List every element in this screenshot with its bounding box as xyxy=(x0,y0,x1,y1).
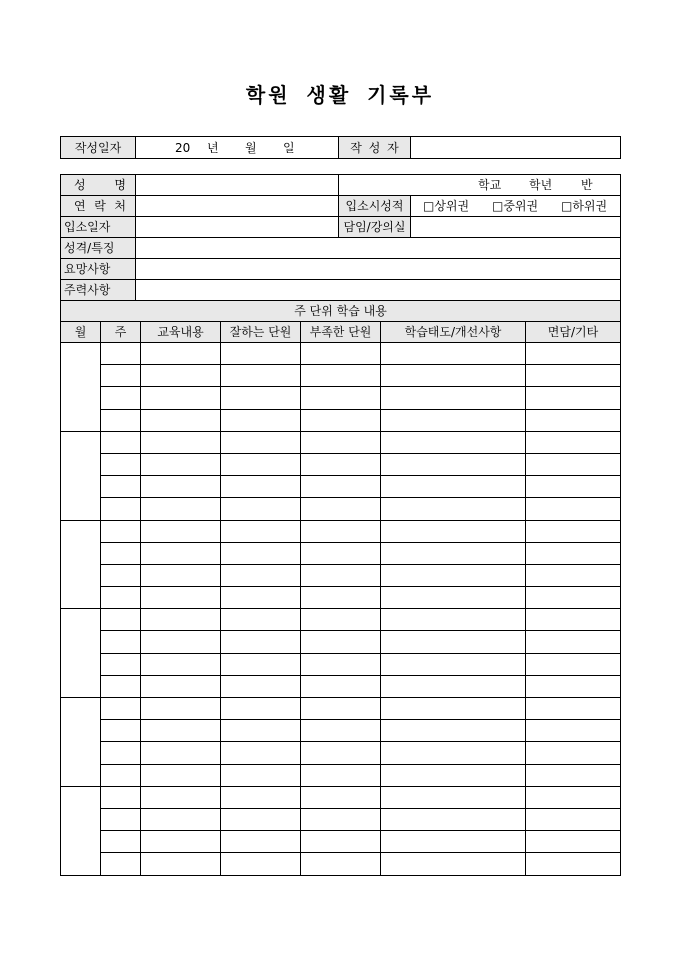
consultation-cell xyxy=(526,764,621,786)
weekly-section-title: 주 단위 학습 내용 xyxy=(61,301,621,322)
table-row xyxy=(61,609,621,631)
strong-unit-cell xyxy=(221,742,301,764)
week-cell xyxy=(101,365,141,387)
weak-unit-cell xyxy=(301,698,381,720)
entry-score-option-middle: □중위권 xyxy=(492,198,539,213)
week-cell xyxy=(101,786,141,808)
attitude-cell xyxy=(381,808,526,830)
week-cell xyxy=(101,675,141,697)
consultation-cell xyxy=(526,387,621,409)
weak-unit-cell xyxy=(301,853,381,875)
weekly-column-header-row xyxy=(61,322,621,343)
entry-date-label: 입소일자 xyxy=(61,217,136,238)
education-content-cell xyxy=(141,720,221,742)
education-content-cell xyxy=(141,498,221,520)
attitude-cell xyxy=(381,387,526,409)
table-row xyxy=(61,853,621,875)
week-cell xyxy=(101,431,141,453)
attitude-cell xyxy=(381,764,526,786)
attitude-cell xyxy=(381,609,526,631)
date-year-prefix: 20 xyxy=(175,140,191,155)
attitude-cell xyxy=(381,520,526,542)
strong-unit-cell xyxy=(221,631,301,653)
consultation-cell xyxy=(526,365,621,387)
date-day-unit: 일 xyxy=(283,140,295,155)
name-row xyxy=(61,175,621,196)
strong-unit-cell xyxy=(221,542,301,564)
author-field xyxy=(411,137,621,159)
strong-unit-cell xyxy=(221,587,301,609)
contact-field xyxy=(136,196,339,217)
homeroom-field xyxy=(411,217,621,238)
weekly-table-body xyxy=(61,343,621,876)
week-cell xyxy=(101,742,141,764)
entry-score-option-bottom: □하위권 xyxy=(561,198,608,213)
consultation-cell xyxy=(526,609,621,631)
strong-unit-cell xyxy=(221,808,301,830)
attitude-cell xyxy=(381,786,526,808)
week-cell xyxy=(101,808,141,830)
weak-unit-cell xyxy=(301,831,381,853)
week-cell xyxy=(101,387,141,409)
month-cell xyxy=(61,520,101,609)
strong-unit-cell xyxy=(221,498,301,520)
requests-row xyxy=(61,259,621,280)
name-field xyxy=(136,175,339,196)
weak-unit-cell xyxy=(301,653,381,675)
focus-row xyxy=(61,280,621,301)
table-row xyxy=(61,786,621,808)
table-row xyxy=(61,431,621,453)
week-cell xyxy=(101,764,141,786)
consultation-cell xyxy=(526,409,621,431)
attitude-cell xyxy=(381,409,526,431)
focus-field xyxy=(136,280,621,301)
education-content-cell xyxy=(141,542,221,564)
strong-unit-cell xyxy=(221,609,301,631)
weak-unit-cell xyxy=(301,609,381,631)
weak-unit-cell xyxy=(301,431,381,453)
attitude-cell xyxy=(381,431,526,453)
week-cell xyxy=(101,698,141,720)
week-cell xyxy=(101,476,141,498)
column-header-strong-unit: 잘하는 단원 xyxy=(221,322,301,343)
weak-unit-cell xyxy=(301,409,381,431)
weak-unit-cell xyxy=(301,542,381,564)
column-header-month: 월 xyxy=(61,322,101,343)
attitude-cell xyxy=(381,675,526,697)
week-cell xyxy=(101,498,141,520)
focus-label: 주력사항 xyxy=(61,280,136,301)
consultation-cell xyxy=(526,520,621,542)
consultation-cell xyxy=(526,720,621,742)
consultation-cell xyxy=(526,453,621,475)
education-content-cell xyxy=(141,476,221,498)
attitude-cell xyxy=(381,698,526,720)
contact-row xyxy=(61,196,621,217)
education-content-cell xyxy=(141,764,221,786)
education-content-cell xyxy=(141,742,221,764)
school-grade-class-field xyxy=(339,175,621,196)
weak-unit-cell xyxy=(301,387,381,409)
strong-unit-cell xyxy=(221,409,301,431)
strong-unit-cell xyxy=(221,520,301,542)
education-content-cell xyxy=(141,853,221,875)
attitude-cell xyxy=(381,365,526,387)
strong-unit-cell xyxy=(221,564,301,586)
table-row xyxy=(61,343,621,365)
weak-unit-cell xyxy=(301,631,381,653)
table-row xyxy=(61,587,621,609)
school-label: 학교 xyxy=(478,177,502,192)
attitude-cell xyxy=(381,720,526,742)
student-info-section xyxy=(61,175,621,301)
table-row xyxy=(61,542,621,564)
weak-unit-cell xyxy=(301,675,381,697)
column-header-education-content: 교육내용 xyxy=(141,322,221,343)
weak-unit-cell xyxy=(301,453,381,475)
table-row xyxy=(61,520,621,542)
entry-score-label: 입소시성적 xyxy=(339,196,411,217)
personality-label: 성격/특징 xyxy=(61,238,136,259)
consultation-cell xyxy=(526,476,621,498)
table-row xyxy=(61,498,621,520)
table-row xyxy=(61,675,621,697)
attitude-cell xyxy=(381,542,526,564)
strong-unit-cell xyxy=(221,786,301,808)
education-content-cell xyxy=(141,365,221,387)
education-content-cell xyxy=(141,564,221,586)
table-row xyxy=(61,720,621,742)
consultation-cell xyxy=(526,808,621,830)
strong-unit-cell xyxy=(221,831,301,853)
strong-unit-cell xyxy=(221,476,301,498)
education-content-cell xyxy=(141,786,221,808)
written-date-label: 작성일자 xyxy=(61,137,136,159)
table-row xyxy=(61,387,621,409)
week-cell xyxy=(101,853,141,875)
column-header-attitude: 학습태도/개선사항 xyxy=(381,322,526,343)
consultation-cell xyxy=(526,653,621,675)
homeroom-label: 담임/강의실 xyxy=(339,217,411,238)
date-month-unit: 월 xyxy=(245,140,257,155)
table-row xyxy=(61,453,621,475)
table-row xyxy=(61,409,621,431)
education-content-cell xyxy=(141,343,221,365)
strong-unit-cell xyxy=(221,764,301,786)
consultation-cell xyxy=(526,343,621,365)
week-cell xyxy=(101,609,141,631)
consultation-cell xyxy=(526,831,621,853)
weak-unit-cell xyxy=(301,498,381,520)
strong-unit-cell xyxy=(221,431,301,453)
contact-label-cell xyxy=(61,196,136,217)
name-label-cell xyxy=(61,175,136,196)
attitude-cell xyxy=(381,453,526,475)
author-label: 작 성 자 xyxy=(339,137,411,159)
weak-unit-cell xyxy=(301,365,381,387)
month-cell xyxy=(61,786,101,875)
week-cell xyxy=(101,564,141,586)
education-content-cell xyxy=(141,831,221,853)
attitude-cell xyxy=(381,587,526,609)
weak-unit-cell xyxy=(301,764,381,786)
education-content-cell xyxy=(141,631,221,653)
weekly-header-section xyxy=(61,301,621,343)
attitude-cell xyxy=(381,831,526,853)
consultation-cell xyxy=(526,742,621,764)
consultation-cell xyxy=(526,498,621,520)
week-cell xyxy=(101,831,141,853)
class-label: 반 xyxy=(581,177,593,192)
personality-field xyxy=(136,238,621,259)
requests-field xyxy=(136,259,621,280)
month-cell xyxy=(61,431,101,520)
personality-row xyxy=(61,238,621,259)
strong-unit-cell xyxy=(221,343,301,365)
table-row xyxy=(61,564,621,586)
attitude-cell xyxy=(381,498,526,520)
education-content-cell xyxy=(141,653,221,675)
week-cell xyxy=(101,409,141,431)
weak-unit-cell xyxy=(301,587,381,609)
strong-unit-cell xyxy=(221,387,301,409)
strong-unit-cell xyxy=(221,365,301,387)
attitude-cell xyxy=(381,742,526,764)
weak-unit-cell xyxy=(301,476,381,498)
column-header-week: 주 xyxy=(101,322,141,343)
weak-unit-cell xyxy=(301,742,381,764)
table-row xyxy=(61,476,621,498)
week-cell xyxy=(101,653,141,675)
weekly-title-row xyxy=(61,301,621,322)
education-content-cell xyxy=(141,387,221,409)
document-title: 학원 생활 기록부 xyxy=(245,83,435,107)
consultation-cell xyxy=(526,564,621,586)
attitude-cell xyxy=(381,476,526,498)
strong-unit-cell xyxy=(221,698,301,720)
meta-row xyxy=(61,137,621,159)
strong-unit-cell xyxy=(221,675,301,697)
education-content-cell xyxy=(141,698,221,720)
education-content-cell xyxy=(141,609,221,631)
consultation-cell xyxy=(526,675,621,697)
strong-unit-cell xyxy=(221,653,301,675)
consultation-cell xyxy=(526,431,621,453)
education-content-cell xyxy=(141,587,221,609)
education-content-cell xyxy=(141,453,221,475)
weak-unit-cell xyxy=(301,720,381,742)
week-cell xyxy=(101,542,141,564)
table-row xyxy=(61,631,621,653)
education-content-cell xyxy=(141,808,221,830)
weak-unit-cell xyxy=(301,520,381,542)
week-cell xyxy=(101,720,141,742)
consultation-cell xyxy=(526,587,621,609)
table-row xyxy=(61,742,621,764)
week-cell xyxy=(101,520,141,542)
strong-unit-cell xyxy=(221,853,301,875)
education-content-cell xyxy=(141,409,221,431)
attitude-cell xyxy=(381,564,526,586)
month-cell xyxy=(61,698,101,787)
attitude-cell xyxy=(381,343,526,365)
weak-unit-cell xyxy=(301,786,381,808)
consultation-cell xyxy=(526,631,621,653)
week-cell xyxy=(101,587,141,609)
strong-unit-cell xyxy=(221,720,301,742)
attitude-cell xyxy=(381,631,526,653)
requests-label: 요망사항 xyxy=(61,259,136,280)
month-cell xyxy=(61,609,101,698)
consultation-cell xyxy=(526,786,621,808)
table-row xyxy=(61,831,621,853)
education-content-cell xyxy=(141,520,221,542)
strong-unit-cell xyxy=(221,453,301,475)
table-row xyxy=(61,764,621,786)
column-header-weak-unit: 부족한 단원 xyxy=(301,322,381,343)
weak-unit-cell xyxy=(301,564,381,586)
contact-label: 연 락 처 xyxy=(74,199,126,213)
grade-label: 학년 xyxy=(529,177,553,192)
column-header-consultation: 면담/기타 xyxy=(526,322,621,343)
table-row xyxy=(61,365,621,387)
student-record-table xyxy=(60,174,621,876)
attitude-cell xyxy=(381,853,526,875)
education-content-cell xyxy=(141,431,221,453)
education-content-cell xyxy=(141,675,221,697)
entry-date-field xyxy=(136,217,339,238)
consultation-cell xyxy=(526,542,621,564)
entry-score-options xyxy=(411,196,621,217)
table-row xyxy=(61,698,621,720)
table-row xyxy=(61,653,621,675)
name-label: 성 명 xyxy=(74,178,126,192)
weak-unit-cell xyxy=(301,808,381,830)
record-meta-table xyxy=(60,136,621,159)
table-row xyxy=(61,808,621,830)
week-cell xyxy=(101,453,141,475)
weak-unit-cell xyxy=(301,343,381,365)
date-year-unit: 년 xyxy=(207,140,219,155)
week-cell xyxy=(101,343,141,365)
entry-score-option-top: □상위권 xyxy=(423,198,470,213)
consultation-cell xyxy=(526,698,621,720)
week-cell xyxy=(101,631,141,653)
written-date-field xyxy=(136,137,339,159)
entry-date-row xyxy=(61,217,621,238)
month-cell xyxy=(61,343,101,432)
consultation-cell xyxy=(526,853,621,875)
attitude-cell xyxy=(381,653,526,675)
